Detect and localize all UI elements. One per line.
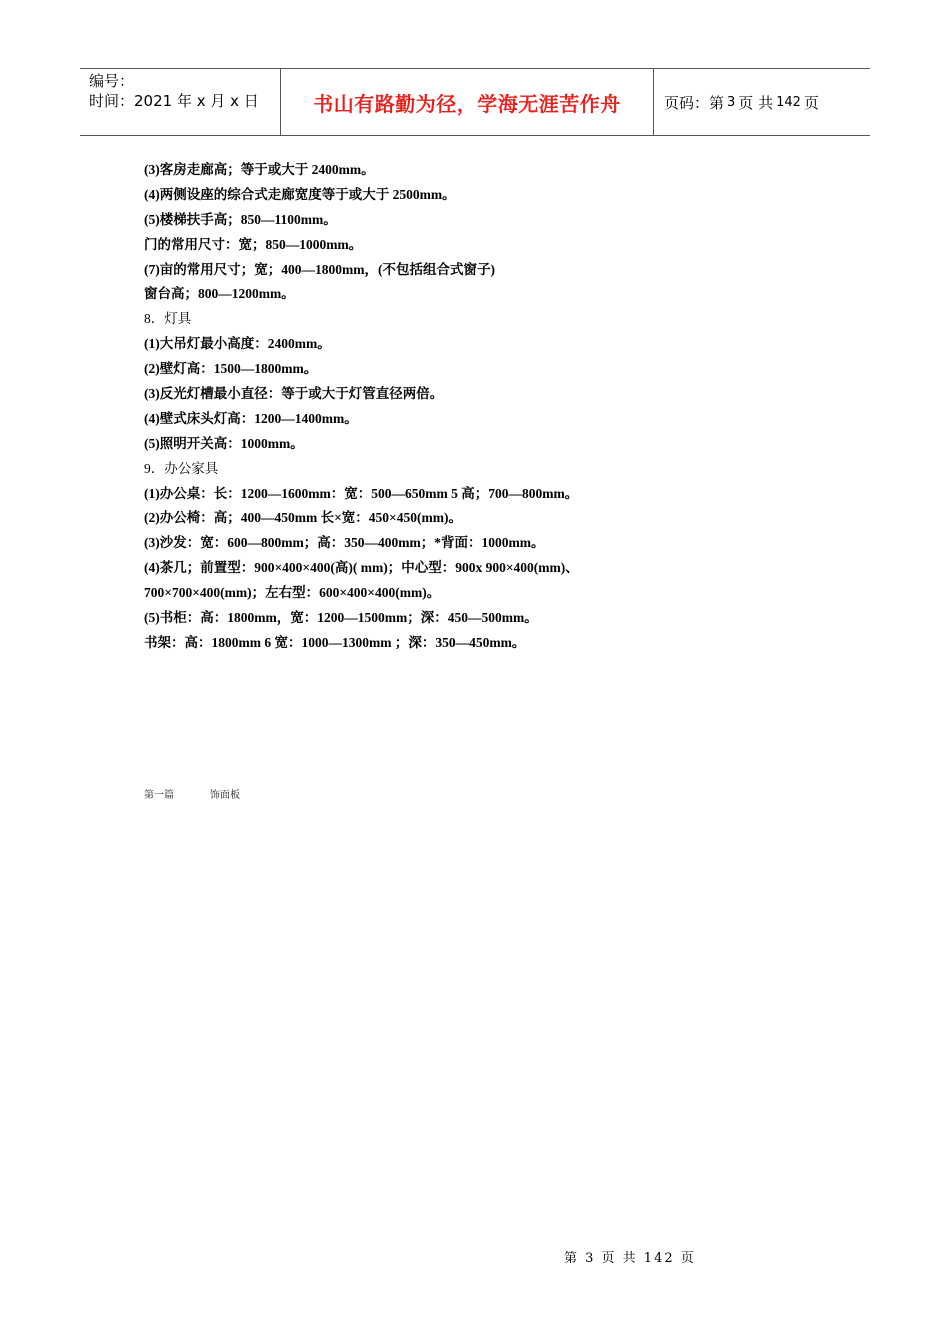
text-line: 书架：高：1800mm 6 宽：1000—1300mm ；深：350—450mm。 [144, 634, 526, 650]
text-line: (5)照明开关高：1000mm。 [144, 435, 304, 451]
text-line: 700×700×400(mm)；左右型：600×400×400(mm)。 [144, 585, 441, 601]
text-line: (3)反光灯槽最小直径：等于或大于灯管直径两倍。 [144, 386, 444, 402]
text-line: (3)沙发：宽：600—800mm；高：350—400mm；*背面：1000mm。 [144, 535, 545, 551]
document-body [144, 158, 844, 656]
section-footer-note [144, 786, 240, 801]
text-line: (2)办公椅：高；400—450mm 长×宽：450×450(mm)。 [144, 510, 462, 526]
text-line: (4)茶几；前置型：900×400×400(高)( mm)；中心型：900x 900×400(mm)、 [144, 560, 579, 576]
page-footer: 第 3 页 共 142 页 [564, 1251, 696, 1266]
text-line: 门的常用尺寸：宽；850—1000mm。 [144, 236, 363, 252]
text-line: (3)客房走廊高；等于或大于 2400mm。 [144, 162, 375, 177]
page-mid: 页 共 [738, 93, 774, 112]
page-current: 3 [727, 94, 736, 110]
text-line: (4)壁式床头灯高：1200—1400mm。 [144, 410, 358, 426]
page-header [80, 68, 870, 136]
doc-number-label: 编号： [89, 72, 135, 90]
footer-part-label: 第一篇 [144, 790, 174, 801]
page-suffix: 页 [803, 93, 819, 112]
text-line: (1)大吊灯最小高度：2400mm。 [144, 336, 331, 352]
section-heading: 8．灯具 [144, 311, 192, 327]
header-motto-cell [281, 69, 654, 135]
text-line: (4)两侧设座的综合式走廊宽度等于或大于 2500mm。 [144, 186, 456, 202]
header-page-cell [654, 69, 870, 135]
header-meta-cell [80, 69, 281, 135]
text-line: 窗台高；800—1200mm。 [144, 286, 295, 302]
text-line: (5)书柜：高：1800mm，宽：1200—1500mm；深：450—500mm。 [144, 610, 538, 626]
text-line: (5)楼梯扶手高；850—1100mm。 [144, 211, 337, 227]
footer-title-label: 饰面板 [210, 790, 240, 801]
header-motto: 书山有路勤为径，学海无涯苦作舟 [313, 91, 621, 116]
page-prefix: 页码：第 [664, 93, 725, 112]
text-line: (2)壁灯高：1500—1800mm。 [144, 361, 318, 377]
doc-time-label: 时间：2021 年 x 月 x 日 [89, 92, 259, 110]
section-heading: 9．办公家具 [144, 460, 219, 476]
text-line: (7)亩的常用尺寸；宽；400—1800mm，(不包括组合式窗子) [144, 261, 495, 277]
text-line: (1)办公桌：长：1200—1600mm：宽：500—650mm 5 高；700—800mm。 [144, 485, 579, 501]
page-total: 142 [776, 94, 801, 110]
